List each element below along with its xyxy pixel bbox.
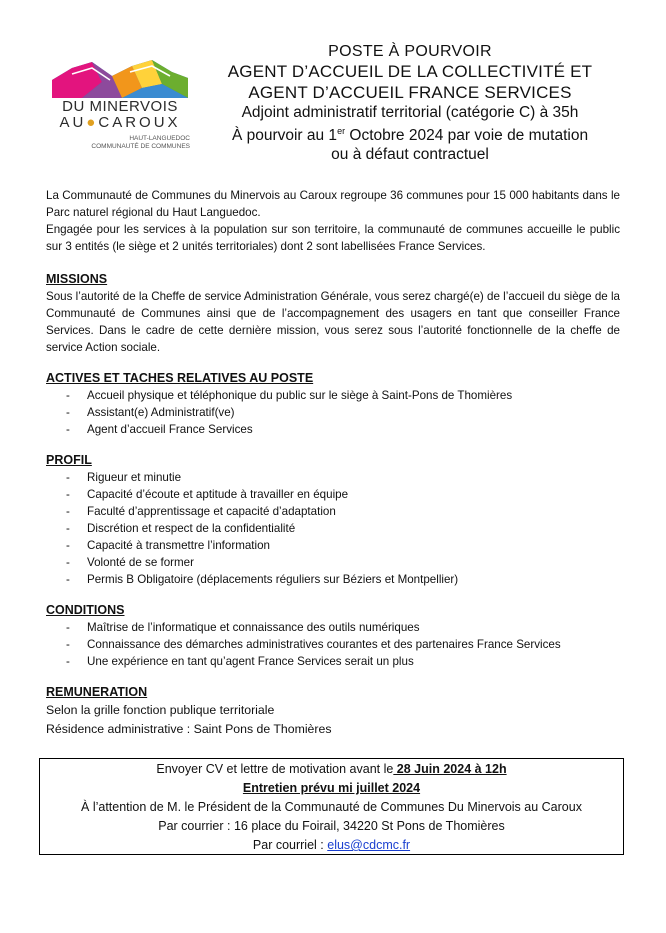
posting-label: POSTE À POURVOIR: [328, 43, 492, 60]
intro-paragraph-1: La Communauté de Communes du Minervois au Caroux regroupe 36 communes pour 15 000 habitants dans le Parc naturel régional du Haut Languedoc.: [46, 189, 620, 219]
job-header: [200, 42, 620, 164]
mountains-logo-icon: [52, 58, 188, 98]
email-link[interactable]: elus@cdcmc.fr: [327, 838, 411, 852]
logo-line-2: AU●CAROUX: [59, 114, 181, 131]
list-item: - Faculté d’apprentissage et capacité d’adaptation: [46, 503, 620, 520]
job-title-line-1: AGENT D’ACCUEIL DE LA COLLECTIVITÉ ET: [227, 62, 593, 81]
list-item: - Permis B Obligatoire (déplacements réguliers sur Béziers et Montpellier): [46, 571, 620, 588]
list-item: - Capacité d’écoute et aptitude à travailler en équipe: [46, 486, 620, 503]
list-item: - Une expérience en tant qu’agent France Services serait un plus: [46, 653, 620, 670]
list-item: - Volonté de se former: [46, 554, 620, 571]
postal-address: Par courrier : 16 place du Foirail, 34220 St Pons de Thomières: [158, 819, 505, 833]
interview-line: Entretien prévu mi juillet 2024: [242, 781, 421, 795]
conditions-list: [46, 619, 620, 670]
profil-title: PROFIL: [46, 453, 92, 467]
missions-title: MISSIONS: [46, 272, 108, 286]
application-box: [39, 758, 624, 855]
list-item: - Agent d’accueil France Services: [46, 421, 620, 438]
conditions-title: CONDITIONS: [46, 603, 125, 617]
job-title-line-2: AGENT D’ACCUEIL FRANCE SERVICES: [248, 83, 572, 102]
logo-line-1: DU MINERVOIS: [62, 98, 178, 115]
remuneration-residence: Résidence administrative : Saint Pons de Thomières: [46, 722, 332, 736]
actives-list: [46, 387, 620, 438]
list-item: - Maîtrise de l’informatique et connaissance des outils numériques: [46, 619, 620, 636]
addressee-line: À l’attention de M. le Président de la Communauté de Communes Du Minervois au Caroux: [81, 800, 582, 814]
contract-type: ou à défaut contractuel: [331, 146, 489, 164]
list-item: - Capacité à transmettre l’information: [46, 537, 620, 554]
list-item: - Accueil physique et téléphonique du public sur le siège à Saint-Pons de Thomières: [46, 387, 620, 404]
list-item: - Rigueur et minutie: [46, 469, 620, 486]
conditions-section: [46, 602, 620, 670]
missions-section: [46, 271, 620, 356]
remuneration-grid: Selon la grille fonction publique territoriale: [46, 703, 275, 717]
deadline-date: 28 Juin 2024 à 12h: [393, 762, 507, 776]
remuneration-title: REMUNERATION: [46, 685, 148, 699]
profil-list: [46, 469, 620, 588]
actives-title: ACTIVES ET TACHES RELATIVES AU POSTE: [46, 371, 314, 385]
email-line: Par courriel : elus@cdcmc.fr: [252, 838, 411, 852]
intro-paragraph-2: Engagée pour les services à la population sur son territoire, la communauté de communes accueille le public sur 3 entités (le siège et 2 unités territoriales) dont 2 sont labellisées France Services.: [46, 223, 620, 253]
logo: [50, 58, 190, 158]
job-grade: Adjoint administratif territorial (catégorie C) à 35h: [241, 104, 579, 121]
deadline-line: Envoyer CV et lettre de motivation avant le 28 Juin 2024 à 12h: [156, 762, 507, 776]
list-item: - Assistant(e) Administratif(ve): [46, 404, 620, 421]
profil-section: [46, 452, 620, 588]
start-date: À pourvoir au 1er Octobre 2024 par voie de mutation: [231, 126, 589, 145]
remuneration-section: [46, 684, 620, 739]
list-item: - Discrétion et respect de la confidentialité: [46, 520, 620, 537]
job-description: [46, 187, 620, 739]
list-item: - Connaissance des démarches administratives courantes et des partenaires France Services: [46, 636, 620, 653]
logo-subtitle: HAUT-LANGUEDOC COMMUNAUTÉ DE COMMUNES: [91, 135, 190, 150]
actives-section: [46, 370, 620, 438]
missions-text: Sous l’autorité de la Cheffe de service Administration Générale, vous serez chargé(e) de l’accueil du siège de la Communauté de Communes ainsi que de l’accompagnement des usagers en tant que conseiller France Services. Dans le cadre de cette dernière mission, vous serez sous l’autorité fonctionnelle de la cheffe de service Action sociale.: [46, 290, 620, 354]
